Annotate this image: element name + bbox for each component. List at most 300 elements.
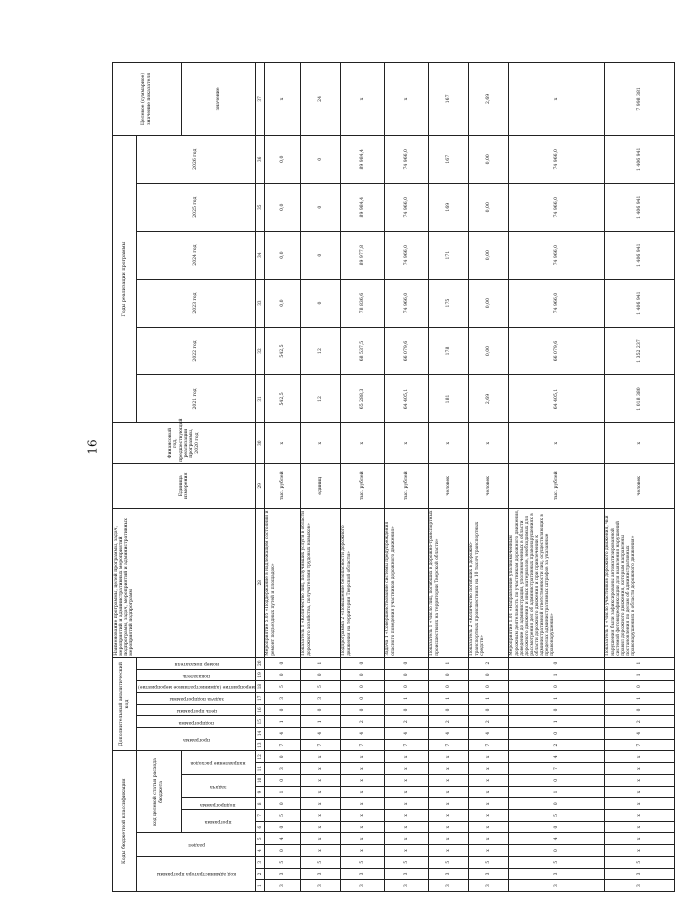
year-value-cell: 74 966,0	[384, 183, 428, 231]
row-name: Показатель 1 «Количество лиц, получивших услуги в области дорожного хозяйства, получателями трудовых навыков»	[300, 508, 340, 657]
code-cell: 0	[340, 669, 384, 681]
code-cell: 2	[340, 716, 384, 728]
code-cell: x	[300, 763, 340, 775]
column-number: 36	[255, 135, 264, 183]
column-number: 18	[255, 681, 264, 693]
code-cell: 0	[340, 692, 384, 704]
year-value-cell: 0,00	[468, 135, 508, 183]
code-cell: x	[384, 833, 428, 845]
code-cell: 5	[428, 856, 468, 868]
code-cell: x	[604, 774, 674, 786]
code-cell: 7	[300, 739, 340, 751]
code-cell: x	[300, 810, 340, 822]
code-cell: 0	[340, 657, 384, 669]
code-cell: 0	[340, 681, 384, 693]
code-cell: x	[384, 798, 428, 810]
code-cell: 3	[300, 692, 340, 704]
row-name: Мероприятие 1.01 «Направление уполномоченным дорожным деятельность по участникам дорожного движения, доведение до администрации, уполномоченных в области дорожного движения и иных материалов, необходимых для рассмотрения дел об административных правонарушениях в области дорожного движения и при привлечении к административной ответственности лиц, осуществляющих в пределах административных штрафов за указанные правонарушения»	[508, 508, 604, 657]
header-name: Наименование программы, целей программы, задач, мероприятий и административных мероприятий подпрограмм, задач, мероприятий и административных мероприятий подпрограмм	[113, 508, 256, 657]
header-dc-number: номер показателя	[137, 657, 256, 669]
code-cell: 0	[428, 681, 468, 693]
code-cell: 3	[340, 880, 384, 892]
column-number: 14	[255, 728, 264, 740]
year-value-cell: 12	[300, 375, 340, 423]
code-cell: 0	[508, 774, 604, 786]
year-value-cell: 89 984,4	[340, 135, 384, 183]
code-cell: 0	[264, 845, 300, 857]
code-cell: x	[384, 774, 428, 786]
year-value-cell: 167	[428, 135, 468, 183]
header-dc-goal: цель программы	[137, 704, 256, 716]
code-cell: 2	[468, 716, 508, 728]
code-cell: x	[340, 774, 384, 786]
code-cell: 1	[428, 692, 468, 704]
code-cell: 1	[508, 669, 604, 681]
header-budget-codes: Коды бюджетной классификации	[113, 751, 137, 892]
header-year-2026: 2026 год	[137, 135, 256, 183]
year-value-cell: 1 406 941	[604, 279, 674, 327]
header-additional-analytic: Дополнительный аналитический код	[113, 657, 137, 751]
code-cell: 0	[384, 681, 428, 693]
year-value-cell: 68 537,5	[340, 327, 384, 375]
row-name: Подпрограмма 2 «Повышение безопасности дорожного движения на территории Тверской области»	[340, 508, 384, 657]
code-cell: 1	[468, 692, 508, 704]
table-row	[604, 63, 674, 892]
code-cell: 2	[468, 657, 508, 669]
year-value-cell: 0,0	[264, 279, 300, 327]
column-number: 2	[255, 868, 264, 880]
row-unit: тыс. рублей	[384, 463, 428, 508]
code-cell: 2	[428, 716, 468, 728]
code-cell: 4	[508, 751, 604, 763]
column-number: 16	[255, 704, 264, 716]
code-cell: x	[428, 821, 468, 833]
code-cell: 0	[428, 704, 468, 716]
code-cell: 7	[468, 739, 508, 751]
code-cell: x	[604, 810, 674, 822]
code-cell: x	[340, 786, 384, 798]
code-cell: x	[340, 798, 384, 810]
year-value-cell: 542,5	[264, 327, 300, 375]
code-cell: 1	[264, 786, 300, 798]
code-cell: 5	[468, 856, 508, 868]
header-direction: направление расходов	[181, 751, 255, 775]
row-name: Показатель 2 «Количество погибших в дорожно-транспортных происшествиях на 10 тысяч транспортных средств»	[468, 508, 508, 657]
column-number: 19	[255, 669, 264, 681]
row-base-year: x	[428, 423, 468, 463]
year-value-cell: 0,0	[264, 231, 300, 279]
code-cell: x	[300, 798, 340, 810]
row-target-value: 167	[428, 63, 468, 136]
code-cell: 0	[384, 657, 428, 669]
code-cell: 0	[300, 669, 340, 681]
code-cell: x	[428, 774, 468, 786]
code-cell: 3	[384, 868, 428, 880]
row-name: Мероприятие 5.05 «Поддержание в надлежащем состоянии и ремонт подъездных путей и площадок»	[264, 508, 300, 657]
row-target-value: 7 998 381	[604, 63, 674, 136]
code-cell: 0	[264, 798, 300, 810]
column-number: 4	[255, 845, 264, 857]
column-number: 6	[255, 821, 264, 833]
code-cell: 4	[264, 728, 300, 740]
code-cell: 5	[300, 856, 340, 868]
code-cell: 0	[508, 845, 604, 857]
code-cell: x	[428, 751, 468, 763]
header-program: программа	[181, 810, 255, 833]
header-year-2024: 2024 год	[137, 231, 256, 279]
code-cell: 1	[384, 692, 428, 704]
code-cell: x	[604, 821, 674, 833]
year-value-cell: 1 406 941	[604, 231, 674, 279]
header-dc-subprogram: подпрограмма	[137, 716, 256, 728]
column-number: 8	[255, 798, 264, 810]
column-number: 17	[255, 692, 264, 704]
code-cell: 0	[468, 681, 508, 693]
code-cell: 3	[468, 868, 508, 880]
header-base-year: Финансовый год, предшествующий реализации программы, 2020 год	[113, 423, 256, 463]
budget-table-sheet	[112, 62, 642, 892]
year-value-cell: 66 079,6	[508, 327, 604, 375]
year-value-cell: 0	[300, 135, 340, 183]
year-value-cell: 74 966,0	[508, 183, 604, 231]
code-cell: 3	[604, 868, 674, 880]
row-name: Задача 1 «Совершенствование системы предупреждения опасного поведения участников дорожного движения»	[384, 508, 428, 657]
code-cell: 0	[508, 681, 604, 693]
code-cell: 0	[264, 669, 300, 681]
code-cell: x	[340, 833, 384, 845]
code-cell: 0	[264, 704, 300, 716]
code-cell: 5	[264, 681, 300, 693]
column-number: 9	[255, 786, 264, 798]
code-cell: 3	[508, 880, 604, 892]
year-value-cell: 2,69	[468, 375, 508, 423]
code-cell: 3	[300, 868, 340, 880]
code-cell: x	[300, 821, 340, 833]
code-cell: 7	[604, 739, 674, 751]
code-cell: 4	[264, 833, 300, 845]
code-cell: 1	[300, 716, 340, 728]
year-value-cell: 0,00	[468, 279, 508, 327]
code-cell: x	[300, 833, 340, 845]
row-base-year: x	[264, 423, 300, 463]
code-cell: 0	[264, 821, 300, 833]
code-cell: 3	[340, 868, 384, 880]
code-cell: 2	[604, 716, 674, 728]
code-cell: 3	[264, 763, 300, 775]
code-cell: x	[428, 845, 468, 857]
code-cell: x	[300, 774, 340, 786]
code-cell: x	[604, 833, 674, 845]
code-cell: 0	[468, 704, 508, 716]
code-cell: x	[384, 810, 428, 822]
header-dc-measure: мероприятие (административное мероприятие)	[137, 681, 256, 693]
code-cell: x	[604, 845, 674, 857]
header-year-2021: 2021 год	[137, 375, 256, 423]
table-row	[468, 63, 508, 892]
row-base-year: x	[340, 423, 384, 463]
header-year-2023: 2023 год	[137, 279, 256, 327]
year-value-cell: 89 984,4	[340, 183, 384, 231]
code-cell: x	[604, 763, 674, 775]
code-cell: 7	[508, 763, 604, 775]
code-cell: 0	[604, 704, 674, 716]
year-value-cell: 64 405,1	[384, 375, 428, 423]
code-cell: 5	[340, 856, 384, 868]
table-row	[264, 63, 300, 892]
column-number-row	[255, 63, 264, 892]
code-cell: x	[384, 751, 428, 763]
year-value-cell: 0	[300, 279, 340, 327]
year-value-cell: 0,00	[468, 231, 508, 279]
code-cell: x	[468, 845, 508, 857]
code-cell: x	[468, 798, 508, 810]
code-cell: 0	[508, 657, 604, 669]
code-cell: 0	[508, 728, 604, 740]
column-number: 34	[255, 231, 264, 279]
code-cell: x	[340, 751, 384, 763]
column-number: 12	[255, 751, 264, 763]
row-unit: человек	[468, 463, 508, 508]
code-cell: 0	[604, 681, 674, 693]
code-cell: x	[604, 798, 674, 810]
year-value-cell: 0	[300, 183, 340, 231]
table-row	[384, 63, 428, 892]
header-unit: Единица измерения	[113, 463, 256, 508]
header-target-article: код целевой статьи расхода бюджета	[137, 751, 182, 833]
code-cell: 3	[300, 880, 340, 892]
year-value-cell: 0,0	[264, 135, 300, 183]
code-cell: 0	[508, 821, 604, 833]
year-value-cell: 74 966,0	[384, 135, 428, 183]
column-number: 1	[255, 880, 264, 892]
code-cell: 3	[264, 692, 300, 704]
year-value-cell: 64 405,1	[508, 375, 604, 423]
year-value-cell: 78 836,6	[340, 279, 384, 327]
year-value-cell: 89 977,8	[340, 231, 384, 279]
code-cell: 7	[340, 739, 384, 751]
code-cell: 1	[604, 692, 674, 704]
code-cell: 0	[384, 669, 428, 681]
header-dc-program: программа	[137, 728, 256, 751]
year-value-cell: 74 966,0	[384, 231, 428, 279]
code-cell: 0	[264, 774, 300, 786]
code-cell: 3	[264, 880, 300, 892]
code-cell: x	[384, 821, 428, 833]
code-cell: 0	[468, 669, 508, 681]
code-cell: x	[468, 821, 508, 833]
code-cell: 5	[384, 856, 428, 868]
code-cell: 4	[428, 728, 468, 740]
row-unit: единиц	[300, 463, 340, 508]
year-value-cell: 65 288,3	[340, 375, 384, 423]
code-cell: 2	[508, 739, 604, 751]
row-name: Показатель 1 «Число лиц, погибших в дорожно-транспортных происшествиях на территории Тверской области»	[428, 508, 468, 657]
code-cell: 3	[428, 880, 468, 892]
year-value-cell: 1 352 237	[604, 327, 674, 375]
code-cell: 1	[508, 692, 604, 704]
column-number: 7	[255, 810, 264, 822]
year-value-cell: 169	[428, 183, 468, 231]
code-cell: 1	[508, 786, 604, 798]
code-cell: x	[300, 845, 340, 857]
code-cell: x	[300, 786, 340, 798]
code-cell: x	[300, 751, 340, 763]
row-target-value: x	[264, 63, 300, 136]
budget-table	[112, 62, 675, 892]
code-cell: 4	[300, 728, 340, 740]
code-cell: 3	[604, 880, 674, 892]
year-value-cell: 171	[428, 231, 468, 279]
code-cell: x	[428, 763, 468, 775]
year-value-cell: 74 966,0	[508, 135, 604, 183]
code-cell: 3	[468, 880, 508, 892]
row-base-year: x	[300, 423, 340, 463]
column-number: 35	[255, 183, 264, 231]
table-row	[508, 63, 604, 892]
code-cell: 5	[264, 856, 300, 868]
column-number: 33	[255, 279, 264, 327]
code-cell: 5	[508, 810, 604, 822]
row-name: Показатель 1 «Число участников дорожного движения, чьи нарушения были зафиксированы автоматизированной системой фотовидеофиксации для выявления нарушений правил дорожного движения, которым направлены постановления по делам об административных правонарушениях в области дорожного движения»	[604, 508, 674, 657]
code-cell: x	[384, 845, 428, 857]
row-unit: человек	[428, 463, 468, 508]
column-number: 11	[255, 763, 264, 775]
row-target-value: x	[384, 63, 428, 136]
column-number: 30	[255, 423, 264, 463]
code-cell: 0	[384, 704, 428, 716]
code-cell: 3	[384, 880, 428, 892]
code-cell: x	[340, 845, 384, 857]
code-cell: 4	[384, 728, 428, 740]
column-number: 13	[255, 739, 264, 751]
column-number: 28	[255, 508, 264, 657]
code-cell: 5	[508, 856, 604, 868]
code-cell: x	[468, 774, 508, 786]
code-cell: x	[468, 751, 508, 763]
header-target-group: Целевое (суммарное) значение показателя	[113, 63, 182, 136]
year-value-cell: 74 966,0	[384, 279, 428, 327]
code-cell: x	[384, 786, 428, 798]
code-cell: 7	[264, 739, 300, 751]
header-year-2022: 2022 год	[137, 327, 256, 375]
code-cell: x	[340, 810, 384, 822]
code-cell: x	[428, 833, 468, 845]
code-cell: 0	[428, 669, 468, 681]
code-cell: x	[384, 763, 428, 775]
column-number: 31	[255, 375, 264, 423]
code-cell: x	[340, 821, 384, 833]
row-target-value: x	[508, 63, 604, 136]
code-cell: 0	[300, 704, 340, 716]
code-cell: x	[428, 798, 468, 810]
code-cell: 3	[508, 868, 604, 880]
code-cell: 4	[340, 728, 384, 740]
code-cell: 7	[384, 739, 428, 751]
row-target-value: 2,69	[468, 63, 508, 136]
code-cell: 0	[264, 751, 300, 763]
year-value-cell: 0,00	[468, 327, 508, 375]
code-cell: 2	[384, 716, 428, 728]
code-cell: 1	[428, 657, 468, 669]
row-unit: тыс. рублей	[264, 463, 300, 508]
year-value-cell: 1 406 941	[604, 183, 674, 231]
row-unit: тыс. рублей	[340, 463, 384, 508]
code-cell: 1	[300, 657, 340, 669]
row-unit: тыс. рублей	[508, 463, 604, 508]
column-number: 10	[255, 774, 264, 786]
code-cell: 4	[508, 833, 604, 845]
code-cell: 5	[300, 681, 340, 693]
row-base-year: x	[384, 423, 428, 463]
column-number: 32	[255, 327, 264, 375]
header-section: раздел	[137, 833, 256, 856]
page-number: 16	[85, 439, 100, 455]
year-value-cell: 74 966,0	[508, 231, 604, 279]
code-cell: 1	[604, 669, 674, 681]
year-value-cell: 12	[300, 327, 340, 375]
column-number: 5	[255, 833, 264, 845]
year-value-cell: 0	[300, 231, 340, 279]
year-value-cell: 542,5	[264, 375, 300, 423]
code-cell: x	[604, 751, 674, 763]
header-target-value: значение	[181, 63, 255, 136]
code-cell: 0	[264, 657, 300, 669]
table-body	[264, 63, 674, 892]
column-number: 15	[255, 716, 264, 728]
row-base-year: x	[508, 423, 604, 463]
code-cell: x	[428, 786, 468, 798]
code-cell: 5	[264, 810, 300, 822]
column-number: 3	[255, 856, 264, 868]
row-unit: человек	[604, 463, 674, 508]
year-value-cell: 0,00	[468, 183, 508, 231]
year-value-cell: 74 966,0	[508, 279, 604, 327]
code-cell: x	[468, 763, 508, 775]
header-subprogram: подпрограмма	[181, 798, 255, 810]
code-cell: 1	[604, 657, 674, 669]
code-cell: 1	[508, 716, 604, 728]
header-admin-code: код администратора программы	[137, 856, 256, 891]
table-row	[428, 63, 468, 892]
code-cell: 4	[468, 728, 508, 740]
column-number: 29	[255, 463, 264, 508]
code-cell: x	[468, 786, 508, 798]
year-value-cell: 0,0	[264, 183, 300, 231]
year-value-cell: 181	[428, 375, 468, 423]
year-value-cell: 1 406 941	[604, 135, 674, 183]
code-cell: x	[340, 763, 384, 775]
header-dc-indicator: показатель	[137, 669, 256, 681]
row-base-year: x	[468, 423, 508, 463]
column-number: 37	[255, 63, 264, 136]
code-cell: 3	[264, 868, 300, 880]
year-value-cell: 175	[428, 279, 468, 327]
table-row	[300, 63, 340, 892]
header-years-group: Годы реализации программы	[113, 135, 137, 423]
header-dc-task: задача подпрограммы	[137, 692, 256, 704]
column-number: 20	[255, 657, 264, 669]
year-value-cell: 178	[428, 327, 468, 375]
row-target-value: x	[340, 63, 384, 136]
row-target-value: 24	[300, 63, 340, 136]
row-base-year: x	[604, 423, 674, 463]
code-cell: x	[604, 786, 674, 798]
table-row	[340, 63, 384, 892]
code-cell: 5	[604, 856, 674, 868]
code-cell: x	[468, 810, 508, 822]
code-cell: 4	[604, 728, 674, 740]
code-cell: 0	[340, 704, 384, 716]
